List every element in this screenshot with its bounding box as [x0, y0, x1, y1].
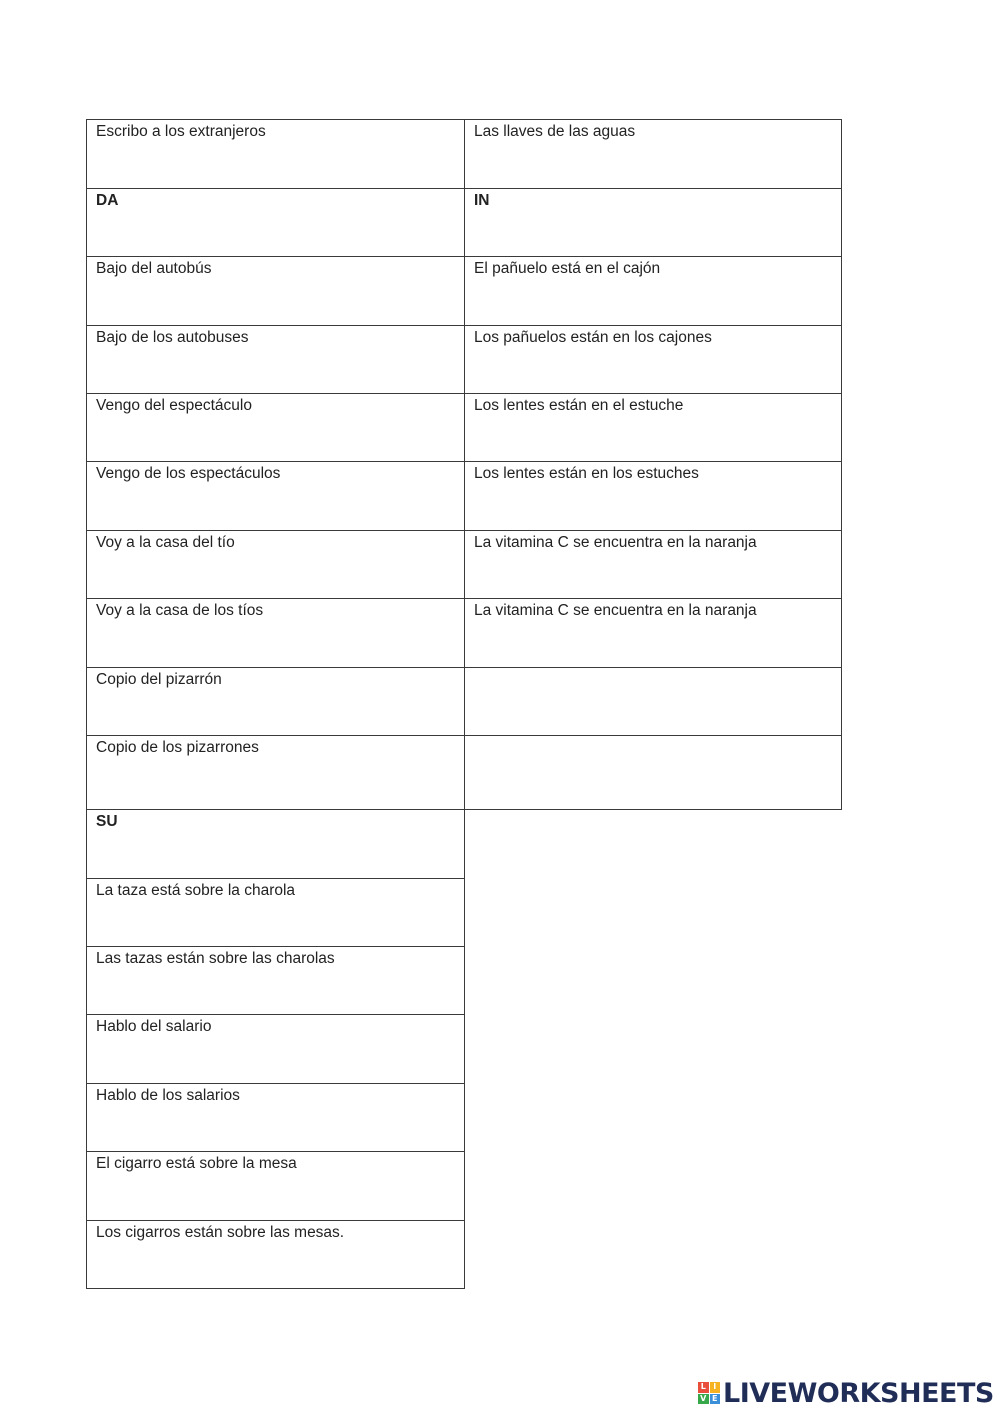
table-cell-left: El cigarro está sobre la mesa: [86, 1151, 465, 1221]
table-cell-left: Bajo de los autobuses: [86, 325, 465, 394]
logo-letter-l: L: [698, 1382, 709, 1393]
table-cell-left: Voy a la casa de los tíos: [86, 598, 465, 668]
table-cell-right-empty: [464, 735, 842, 810]
table-cell-left: Voy a la casa del tío: [86, 530, 465, 599]
table-cell-left: Hablo de los salarios: [86, 1083, 465, 1152]
liveworksheets-logo: [698, 1378, 994, 1408]
table-cell-right-empty: [464, 667, 842, 736]
table-cell-left: Hablo del salario: [86, 1014, 465, 1084]
section-heading-da: DA: [86, 188, 465, 257]
table-cell-right: Los pañuelos están en los cajones: [464, 325, 842, 394]
table-cell-left: Los cigarros están sobre las mesas.: [86, 1220, 465, 1289]
section-heading-in: IN: [464, 188, 842, 257]
logo-letter-i: I: [710, 1382, 721, 1393]
table-cell-right: La vitamina C se encuentra en la naranja: [464, 598, 842, 668]
table-cell-right: La vitamina C se encuentra en la naranja: [464, 530, 842, 599]
table-cell-right: Los lentes están en los estuches: [464, 461, 842, 531]
table-cell-left: Vengo del espectáculo: [86, 393, 465, 462]
table-cell-left: La taza está sobre la charola: [86, 878, 465, 947]
section-heading-su: SU: [86, 809, 465, 879]
liveworksheets-logo-icon: [698, 1382, 720, 1404]
table-cell-left: Vengo de los espectáculos: [86, 461, 465, 531]
table-cell-right: El pañuelo está en el cajón: [464, 256, 842, 326]
logo-letter-v: V: [698, 1394, 709, 1405]
table-cell-left: Bajo del autobús: [86, 256, 465, 326]
table-cell-left: Copio de los pizarrones: [86, 735, 465, 810]
table-cell-right: Los lentes están en el estuche: [464, 393, 842, 462]
liveworksheets-brand-text: LIVEWORKSHEETS: [723, 1377, 994, 1409]
table-cell-left: Copio del pizarrón: [86, 667, 465, 736]
table-cell-right: Las llaves de las aguas: [464, 119, 842, 189]
logo-letter-e: E: [710, 1394, 721, 1405]
table-cell-left: Las tazas están sobre las charolas: [86, 946, 465, 1015]
table-cell-left: Escribo a los extranjeros: [86, 119, 465, 189]
